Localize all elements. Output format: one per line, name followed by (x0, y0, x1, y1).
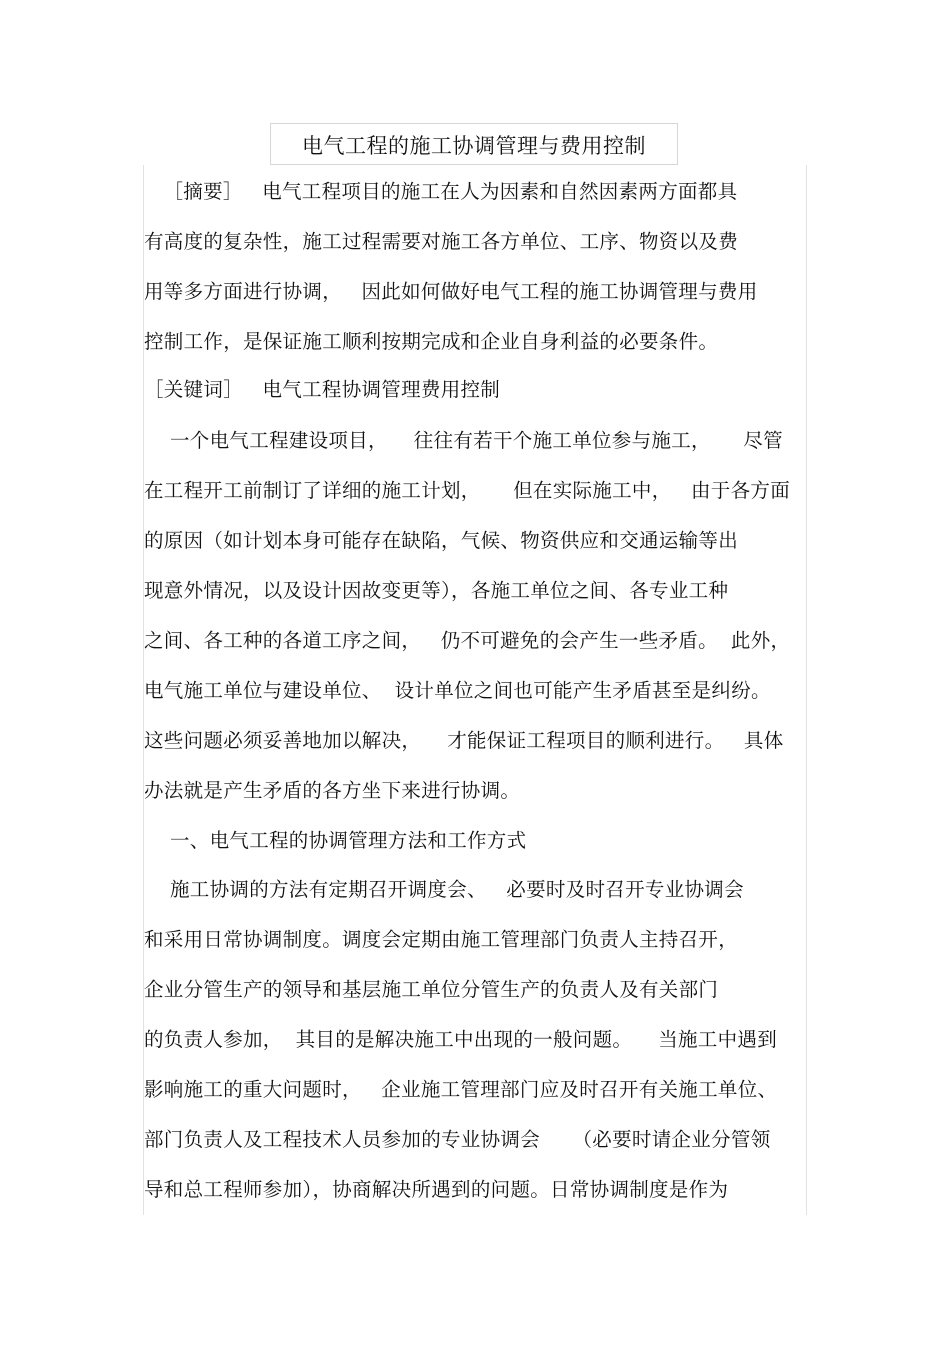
paragraph-line: 施工协调的方法有定期召开调度会、 必要时及时召开专业协调会 (144, 878, 744, 901)
paragraph-line: 部门负责人及工程技术人员参加的专业协调会 （必要时请企业分管领 (144, 1128, 771, 1151)
paragraph-line: 的负责人参加， 其目的是解决施工中出现的一般问题。 当施工中遇到 (144, 1028, 777, 1051)
abstract-line: 控制工作，是保证施工顺利按期完成和企业自身利益的必要条件。 (144, 330, 719, 353)
paragraph-line: 企业分管生产的领导和基层施工单位分管生产的负责人及有关部门 (144, 978, 719, 1001)
paragraph-line: 的原因（如计划本身可能存在缺陷，气候、物资供应和交通运输等出 (144, 529, 739, 552)
paragraph-line: 一个电气工程建设项目， 往往有若干个施工单位参与施工， 尽管 (144, 429, 783, 452)
paragraph-line: 电气施工单位与建设单位、 设计单位之间也可能产生矛盾甚至是纠纷。 (144, 679, 771, 702)
keywords-line: ［关键词］ 电气工程协调管理费用控制 (144, 378, 501, 401)
paragraph-line: 影响施工的重大问题时， 企业施工管理部门应及时召开有关施工单位、 (144, 1078, 778, 1101)
paragraph-line: 之间、各工种的各道工序之间， 仍不可避免的会产生一些矛盾。 此外， (144, 629, 791, 652)
abstract-line: ［摘要］ 电气工程项目的施工在人为因素和自然因素两方面都具 (144, 180, 738, 203)
paragraph-line: 和采用日常协调制度。调度会定期由施工管理部门负责人主持召开， (144, 928, 739, 951)
paragraph-line: 在工程开工前制订了详细的施工计划， 但在实际施工中， 由于各方面 (144, 479, 790, 502)
section-heading: 一、电气工程的协调管理方法和工作方式 (144, 829, 527, 852)
paragraph-line: 这些问题必须妥善地加以解决， 才能保证工程项目的顺利进行。 具体 (144, 729, 784, 752)
title-box (270, 123, 678, 165)
abstract-line: 用等多方面进行协调， 因此如何做好电气工程的施工协调管理与费用 (144, 280, 758, 303)
paragraph-line: 现意外情况，以及设计因故变更等），各施工单位之间、各专业工种 (144, 579, 729, 602)
document-title: 电气工程的施工协调管理与费用控制 (302, 134, 646, 158)
abstract-line: 有高度的复杂性，施工过程需要对施工各方单位、工序、物资以及费 (144, 230, 739, 253)
paragraph-line: 导和总工程师参加），协商解决所遇到的问题。日常协调制度是作为 (144, 1178, 729, 1201)
paragraph-line: 办法就是产生矛盾的各方坐下来进行协调。 (144, 779, 521, 802)
